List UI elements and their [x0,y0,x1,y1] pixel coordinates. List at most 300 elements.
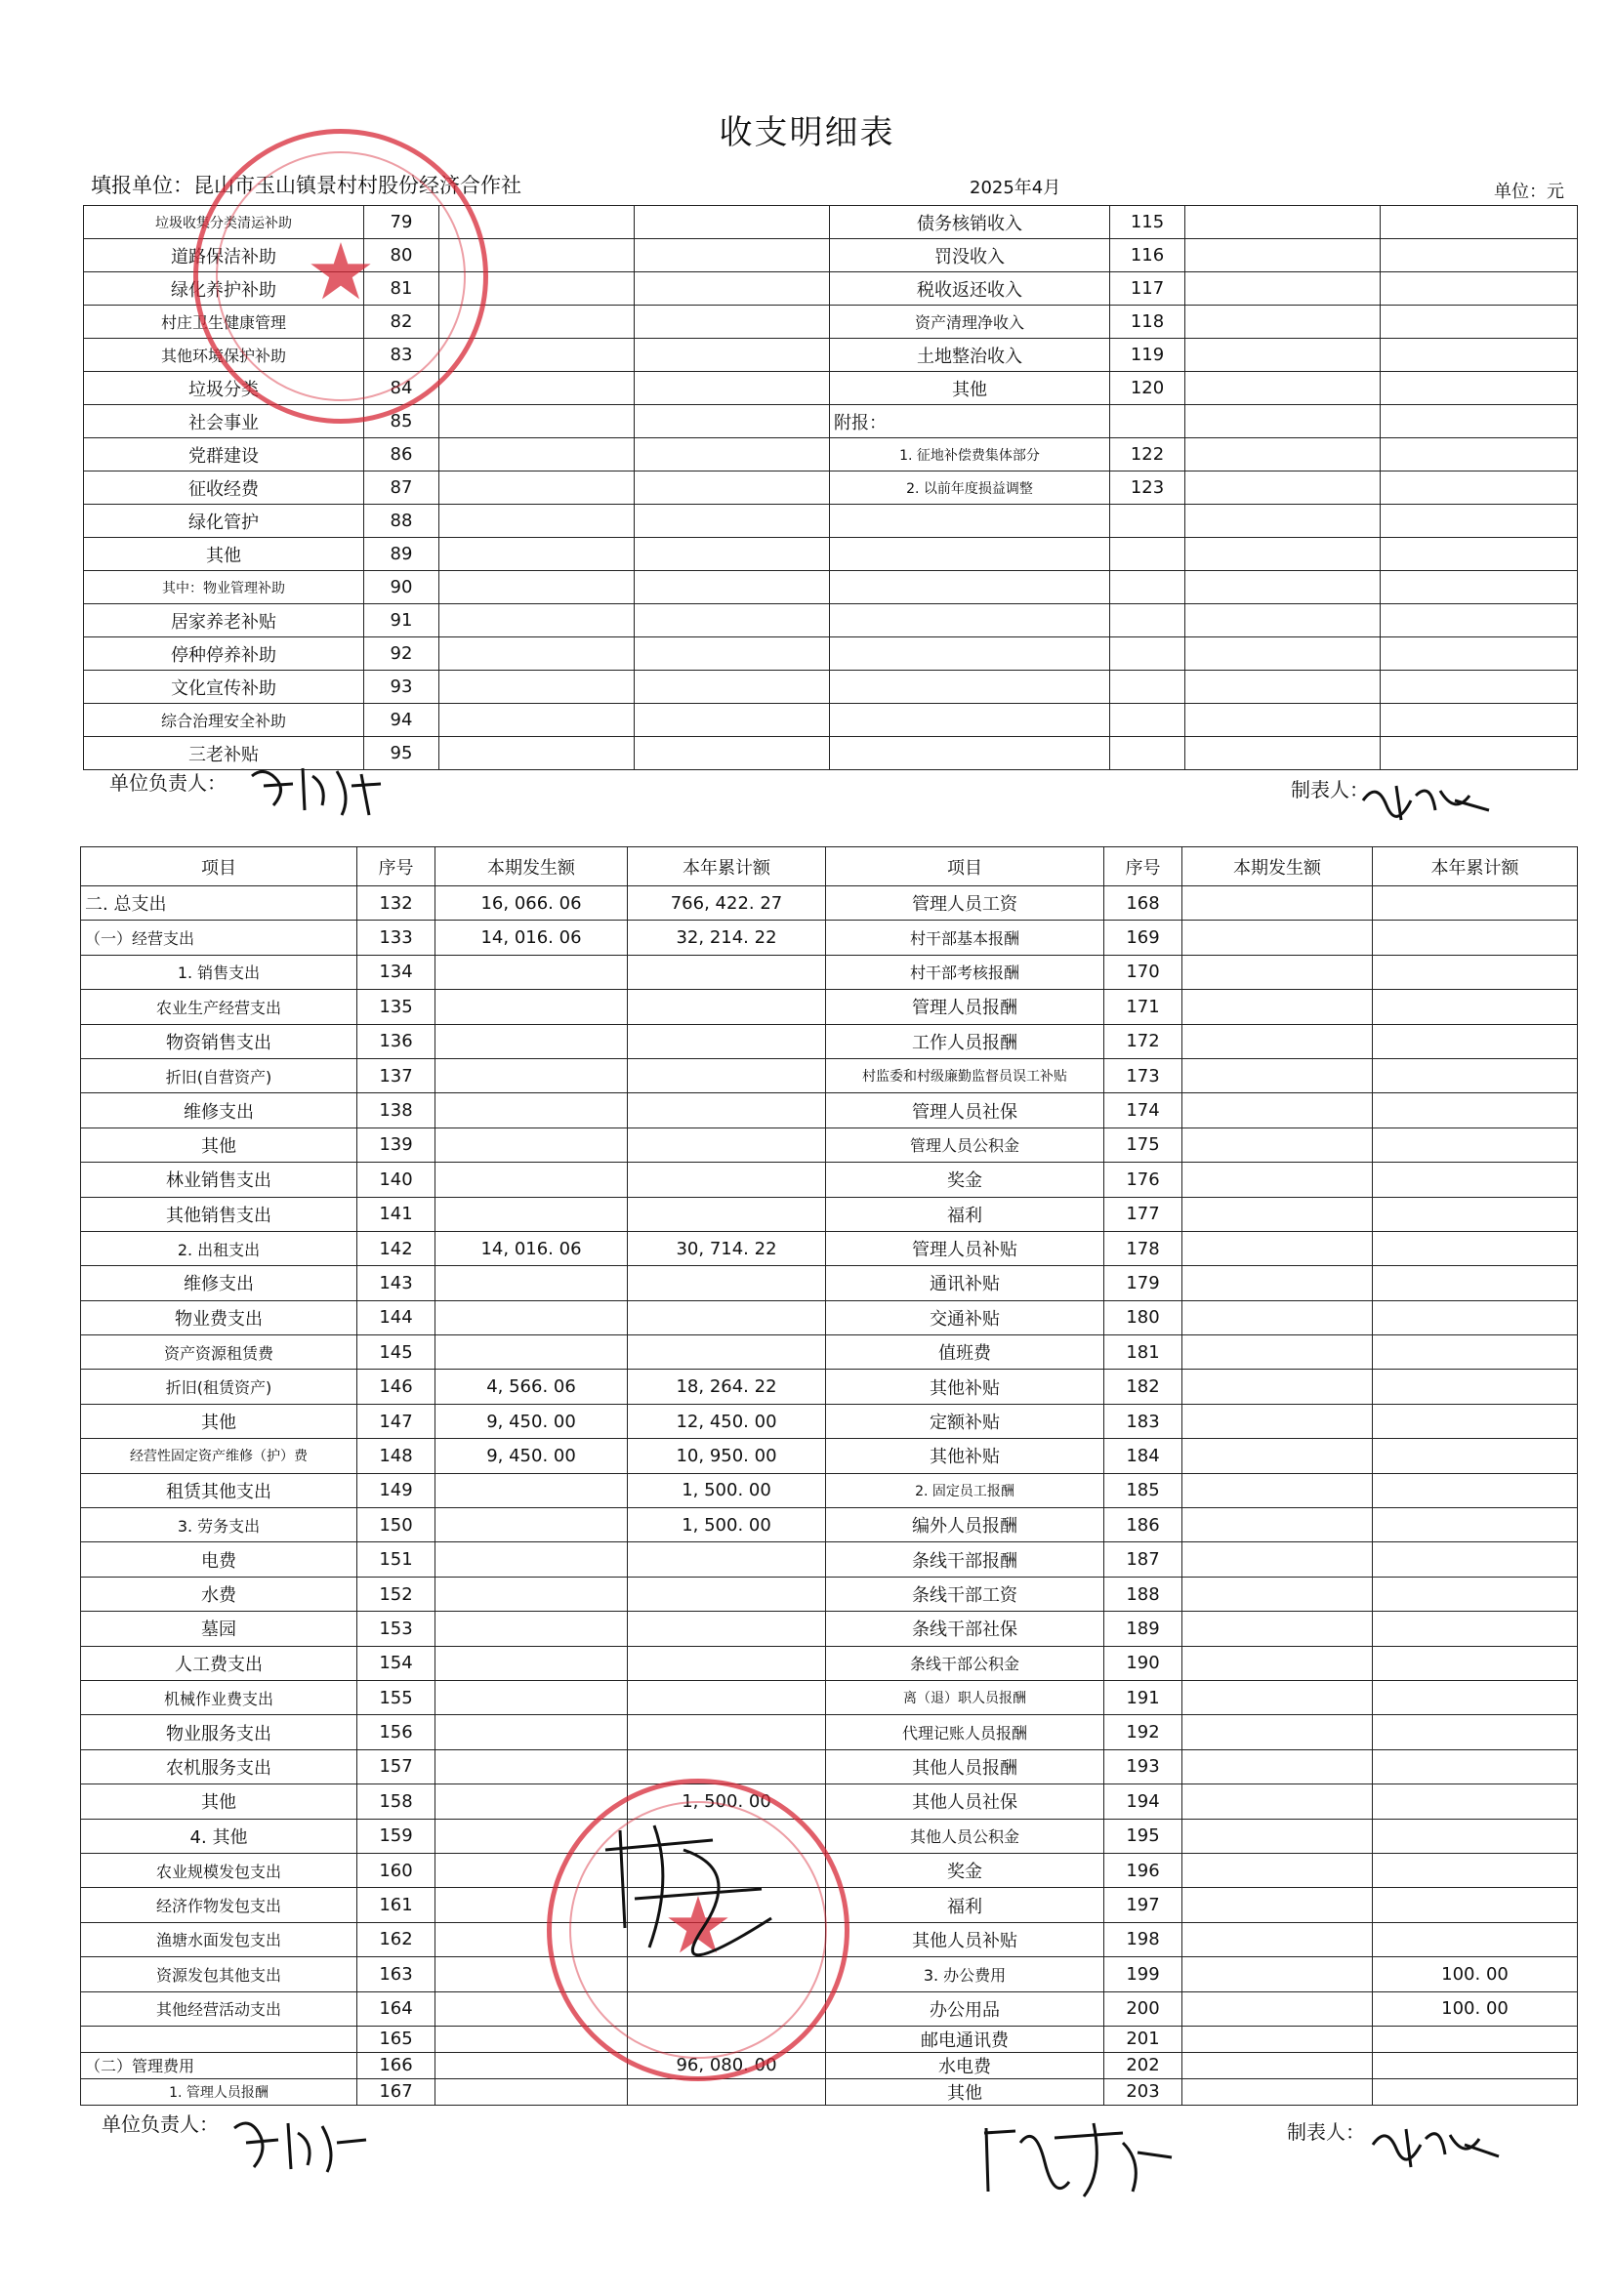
item-cell [830,704,1110,737]
seq-cell: 89 [364,538,439,571]
current-amount-cell [1182,2052,1373,2078]
ytd-amount-cell [1373,2026,1578,2052]
ytd-amount-cell [1373,1646,1578,1680]
current-amount-cell: 9, 450. 00 [435,1404,628,1438]
item-cell: 通讯补贴 [826,1266,1104,1300]
supervisor-signature [976,2113,1181,2206]
current-amount-cell [1182,1404,1373,1438]
current-amount-cell [439,604,635,637]
seq-cell: 166 [357,2052,435,2078]
table-row [81,2078,1578,2105]
item-cell: 编外人员报酬 [826,1508,1104,1542]
current-amount-cell [1182,1370,1373,1404]
table-row [84,704,1578,737]
seq-cell: 181 [1104,1335,1182,1370]
item-cell: 村监委和村级廉勤监督员误工补贴 [826,1058,1104,1092]
ytd-amount-cell [628,1612,826,1646]
ytd-amount-cell [628,1715,826,1749]
table-row [81,1749,1578,1784]
current-amount-cell [435,1508,628,1542]
seq-cell: 199 [1104,1957,1182,1991]
seq-cell: 186 [1104,1508,1182,1542]
page-title: 收支明细表 [719,113,895,152]
ytd-amount-cell [1373,1853,1578,1887]
current-amount-cell [1182,1128,1373,1162]
current-amount-cell [439,505,635,538]
ytd-amount-cell [635,571,830,604]
ytd-amount-cell [1373,2052,1578,2078]
item-cell [830,637,1110,671]
item-cell: 林业销售支出 [81,1163,357,1197]
seq-cell: 198 [1104,1922,1182,1956]
seq-cell: 88 [364,505,439,538]
ytd-amount-cell [635,704,830,737]
table-row [81,1266,1578,1300]
seq-cell: 91 [364,604,439,637]
ytd-amount-cell [1381,737,1578,770]
item-cell: 物业费支出 [81,1300,357,1334]
seq-cell: 161 [357,1888,435,1922]
ytd-amount-cell [635,472,830,505]
ytd-amount-cell [635,671,830,704]
ytd-amount-cell [635,637,830,671]
item-cell: 管理人员工资 [826,886,1104,921]
seq-cell: 175 [1104,1128,1182,1162]
item-cell: 条线干部报酬 [826,1542,1104,1577]
ytd-amount-cell [1373,1577,1578,1611]
ytd-amount-cell [628,1093,826,1128]
current-amount-cell [1182,1577,1373,1611]
currency-unit: 单位：元 [1494,182,1564,202]
seq-cell: 142 [357,1231,435,1265]
seq-cell: 90 [364,571,439,604]
item-cell: 资产清理净收入 [830,306,1110,339]
item-cell: 墓园 [81,1612,357,1646]
seq-cell: 145 [357,1335,435,1370]
seq-cell: 143 [357,1266,435,1300]
ytd-amount-cell [1381,604,1578,637]
table-row [84,604,1578,637]
item-cell: 管理人员报酬 [826,990,1104,1024]
seq-cell: 139 [357,1128,435,1162]
table-row [81,1715,1578,1749]
seq-cell: 180 [1104,1300,1182,1334]
seq-cell: 174 [1104,1093,1182,1128]
item-cell [830,604,1110,637]
item-cell: 定额补贴 [826,1404,1104,1438]
seq-cell: 173 [1104,1058,1182,1092]
ytd-amount-cell [628,1197,826,1231]
current-amount-cell [439,737,635,770]
seq-cell [1110,637,1185,671]
ytd-amount-cell [1381,306,1578,339]
seq-cell: 155 [357,1680,435,1714]
seq-cell: 177 [1104,1197,1182,1231]
seq-cell [1110,704,1185,737]
current-amount-cell [1185,637,1381,671]
current-amount-cell [1182,1888,1373,1922]
seq-cell: 178 [1104,1231,1182,1265]
item-cell: 条线干部工资 [826,1577,1104,1611]
ytd-amount-cell [1373,1266,1578,1300]
ytd-amount-cell: 18, 264. 22 [628,1370,826,1404]
current-amount-cell [1182,1646,1373,1680]
seq-cell: 163 [357,1957,435,1991]
item-cell: 村干部基本报酬 [826,921,1104,955]
current-amount-cell [435,1577,628,1611]
current-amount-cell [435,1197,628,1231]
seq-cell: 192 [1104,1715,1182,1749]
ytd-amount-cell [1373,1819,1578,1853]
current-amount-cell [1182,1508,1373,1542]
ytd-amount-cell [1381,272,1578,306]
seq-cell: 169 [1104,921,1182,955]
seq-cell: 167 [357,2078,435,2105]
item-cell: 奖金 [826,1163,1104,1197]
current-amount-cell [1182,2026,1373,2052]
item-cell: 其他人员补贴 [826,1922,1104,1956]
table-row [81,955,1578,989]
ytd-amount-cell: 30, 714. 22 [628,1231,826,1265]
ytd-amount-cell [635,372,830,405]
current-amount-cell [1185,604,1381,637]
current-amount-cell [439,372,635,405]
seq-cell: 170 [1104,955,1182,989]
ytd-amount-cell [628,1024,826,1058]
seq-cell: 141 [357,1197,435,1231]
item-cell: 居家养老补贴 [84,604,364,637]
item-cell: 罚没收入 [830,239,1110,272]
current-amount-cell [435,1473,628,1507]
ytd-amount-cell [628,2078,826,2105]
table-header-row [81,847,1578,886]
item-cell: 条线干部公积金 [826,1646,1104,1680]
ytd-amount-cell [628,1577,826,1611]
current-amount-cell: 16, 066. 06 [435,886,628,921]
seq-cell: 133 [357,921,435,955]
ytd-amount-cell [1381,505,1578,538]
current-amount-cell [1182,921,1373,955]
ytd-amount-cell: 96, 080. 00 [628,2052,826,2078]
seq-cell: 193 [1104,1749,1182,1784]
current-amount-cell [435,1335,628,1370]
seq-cell: 144 [357,1300,435,1334]
ytd-amount-cell [628,1680,826,1714]
item-cell: 渔塘水面发包支出 [81,1922,357,1956]
table-row [81,886,1578,921]
item-cell: 交通补贴 [826,1300,1104,1334]
current-amount-cell [1182,1922,1373,1956]
current-amount-cell [1182,1819,1373,1853]
ytd-amount-cell [1373,1231,1578,1265]
current-amount-cell [1185,538,1381,571]
ytd-amount-cell [628,1128,826,1162]
item-cell: 党群建设 [84,438,364,472]
table-row [81,1612,1578,1646]
current-amount-cell [1185,571,1381,604]
item-cell [830,538,1110,571]
current-amount-cell [1185,372,1381,405]
table-row [81,1128,1578,1162]
seq-cell: 201 [1104,2026,1182,2052]
current-amount-cell [1182,1266,1373,1300]
ytd-amount-cell [1373,1749,1578,1784]
current-amount-cell [1182,1957,1373,1991]
ytd-amount-cell [1373,1784,1578,1819]
seq-cell: 189 [1104,1612,1182,1646]
committee-signature [596,1811,781,1967]
cooperative-seal: ★ [193,129,488,424]
seq-cell: 115 [1110,206,1185,239]
preparer-label-bottom: 制表人： [1287,2120,1365,2144]
seq-cell: 151 [357,1542,435,1577]
seq-cell: 83 [364,339,439,372]
current-amount-cell [1185,704,1381,737]
item-cell: 征收经费 [84,472,364,505]
ytd-amount-cell [628,1542,826,1577]
ytd-amount-cell [635,538,830,571]
ytd-amount-cell [1373,1888,1578,1922]
ytd-amount-cell: 10, 950. 00 [628,1439,826,1473]
ytd-amount-cell [628,1335,826,1370]
ytd-amount-cell [1381,472,1578,505]
item-cell [830,671,1110,704]
item-cell: 绿化养护补助 [84,272,364,306]
table-row [81,1058,1578,1092]
seq-cell: 202 [1104,2052,1182,2078]
seq-cell [1110,571,1185,604]
current-amount-cell [1182,886,1373,921]
item-cell [830,505,1110,538]
ytd-amount-cell [628,1163,826,1197]
ytd-amount-cell [628,1058,826,1092]
ytd-amount-cell: 12, 450. 00 [628,1404,826,1438]
seq-cell: 156 [357,1715,435,1749]
ytd-amount-cell [1373,1404,1578,1438]
item-cell: 资产资源租赁费 [81,1335,357,1370]
item-cell: 1. 销售支出 [81,955,357,989]
current-amount-cell [1185,472,1381,505]
item-cell: 其他 [81,1404,357,1438]
current-amount-cell [1182,1093,1373,1128]
column-header: 序号 [357,847,435,886]
item-cell [830,737,1110,770]
seq-cell: 79 [364,206,439,239]
ytd-amount-cell [1373,955,1578,989]
seq-cell [1110,737,1185,770]
seq-cell: 195 [1104,1819,1182,1853]
table-row [84,538,1578,571]
item-cell: 农业规模发包支出 [81,1853,357,1887]
ytd-amount-cell [1381,372,1578,405]
current-amount-cell [439,704,635,737]
item-cell: 奖金 [826,1853,1104,1887]
seq-cell: 136 [357,1024,435,1058]
seq-cell: 86 [364,438,439,472]
ytd-amount-cell [1373,886,1578,921]
ytd-amount-cell [635,737,830,770]
seq-cell [1110,505,1185,538]
seq-cell: 197 [1104,1888,1182,1922]
item-cell: 其他 [826,2078,1104,2105]
seq-cell: 92 [364,637,439,671]
seq-cell: 152 [357,1577,435,1611]
ytd-amount-cell [1373,1439,1578,1473]
current-amount-cell [435,990,628,1024]
seq-cell: 165 [357,2026,435,2052]
column-header: 本期发生额 [1182,847,1373,886]
current-amount-cell [1182,1542,1373,1577]
current-amount-cell [435,1266,628,1300]
current-amount-cell [1182,1715,1373,1749]
item-cell: 停种停养补助 [84,637,364,671]
ytd-amount-cell [1373,1370,1578,1404]
item-cell: 三老补贴 [84,737,364,770]
seq-cell: 164 [357,1991,435,2026]
item-cell: 折旧(租赁资产) [81,1370,357,1404]
item-cell: 福利 [826,1888,1104,1922]
seq-cell: 135 [357,990,435,1024]
leader-signature-bottom [225,2109,371,2187]
item-cell: 电费 [81,1542,357,1577]
seq-cell: 158 [357,1784,435,1819]
item-cell: 二. 总支出 [81,886,357,921]
ytd-amount-cell [635,272,830,306]
current-amount-cell [1182,1439,1373,1473]
current-amount-cell [1182,1163,1373,1197]
current-amount-cell [435,1128,628,1162]
item-cell [81,2026,357,2052]
current-amount-cell [1182,1853,1373,1887]
current-amount-cell [1182,1335,1373,1370]
seq-cell: 176 [1104,1163,1182,1197]
preparer-signature-top [1357,771,1494,830]
ytd-amount-cell: 100. 00 [1373,1957,1578,1991]
ytd-amount-cell [635,505,830,538]
column-header: 项目 [81,847,357,886]
current-amount-cell [1185,272,1381,306]
current-amount-cell [1185,339,1381,372]
item-cell: 村庄卫生健康管理 [84,306,364,339]
ytd-amount-cell [1381,239,1578,272]
item-cell: 机械作业费支出 [81,1680,357,1714]
current-amount-cell [439,637,635,671]
item-cell: 2. 以前年度损益调整 [830,472,1110,505]
item-cell: 其他人员报酬 [826,1749,1104,1784]
item-cell: 综合治理安全补助 [84,704,364,737]
current-amount-cell [435,1646,628,1680]
item-cell: 垃圾分类 [84,372,364,405]
table-row [81,1819,1578,1853]
current-amount-cell [439,405,635,438]
ytd-amount-cell [1381,637,1578,671]
supervision-committee-seal: ★ [547,1779,849,2081]
item-cell: 物业服务支出 [81,1715,357,1749]
item-cell: 管理人员补贴 [826,1231,1104,1265]
seq-cell: 160 [357,1853,435,1887]
ytd-amount-cell [1373,1473,1578,1507]
item-cell: 值班费 [826,1335,1104,1370]
current-amount-cell [1185,239,1381,272]
seq-cell: 185 [1104,1473,1182,1507]
item-cell: （一）经营支出 [81,921,357,955]
item-cell: 其他销售支出 [81,1197,357,1231]
seq-cell: 140 [357,1163,435,1197]
item-cell: 水费 [81,1577,357,1611]
ytd-amount-cell [1373,1058,1578,1092]
table-row [81,1300,1578,1334]
seq-cell: 138 [357,1093,435,1128]
item-cell: 租赁其他支出 [81,1473,357,1507]
report-period: 2025年4月 [970,178,1061,198]
ytd-amount-cell [635,405,830,438]
current-amount-cell [1182,955,1373,989]
seq-cell: 179 [1104,1266,1182,1300]
seq-cell: 190 [1104,1646,1182,1680]
current-amount-cell [435,1093,628,1128]
item-cell: 1. 征地补偿费集体部分 [830,438,1110,472]
column-header: 本期发生额 [435,847,628,886]
item-cell: 3. 办公费用 [826,1957,1104,1991]
current-amount-cell [1182,1991,1373,2026]
current-amount-cell [1185,671,1381,704]
current-amount-cell [1185,306,1381,339]
item-cell: 其他 [81,1128,357,1162]
ytd-amount-cell [635,438,830,472]
item-cell: 2. 出租支出 [81,1231,357,1265]
current-amount-cell [1182,1749,1373,1784]
current-amount-cell: 4, 566. 06 [435,1370,628,1404]
seq-cell: 95 [364,737,439,770]
seq-cell: 146 [357,1370,435,1404]
seq-cell: 171 [1104,990,1182,1024]
table-row [84,671,1578,704]
column-header: 本年累计额 [1373,847,1578,886]
current-amount-cell [1185,438,1381,472]
item-cell: 办公用品 [826,1991,1104,2026]
seq-cell: 116 [1110,239,1185,272]
ytd-amount-cell [628,1646,826,1680]
seq-cell: 117 [1110,272,1185,306]
table-row [81,1508,1578,1542]
seq-cell: 134 [357,955,435,989]
ytd-amount-cell [635,206,830,239]
seq-cell: 137 [357,1058,435,1092]
current-amount-cell [435,1163,628,1197]
ytd-amount-cell [635,306,830,339]
current-amount-cell [435,1715,628,1749]
table-row [81,1163,1578,1197]
ytd-amount-cell [1381,438,1578,472]
table-row [81,1093,1578,1128]
ytd-amount-cell [1373,1024,1578,1058]
item-cell: 其他环境保护补助 [84,339,364,372]
item-cell: 农机服务支出 [81,1749,357,1784]
seq-cell: 162 [357,1922,435,1956]
seq-cell: 154 [357,1646,435,1680]
item-cell: 物资销售支出 [81,1024,357,1058]
item-cell: 3. 劳务支出 [81,1508,357,1542]
seq-cell: 183 [1104,1404,1182,1438]
table-row [81,2026,1578,2052]
column-header: 本年累计额 [628,847,826,886]
seq-cell: 120 [1110,372,1185,405]
item-cell: 1. 管理人员报酬 [81,2078,357,2105]
ytd-amount-cell [635,604,830,637]
current-amount-cell [435,1300,628,1334]
seq-cell: 188 [1104,1577,1182,1611]
item-cell: 其他 [81,1784,357,1819]
